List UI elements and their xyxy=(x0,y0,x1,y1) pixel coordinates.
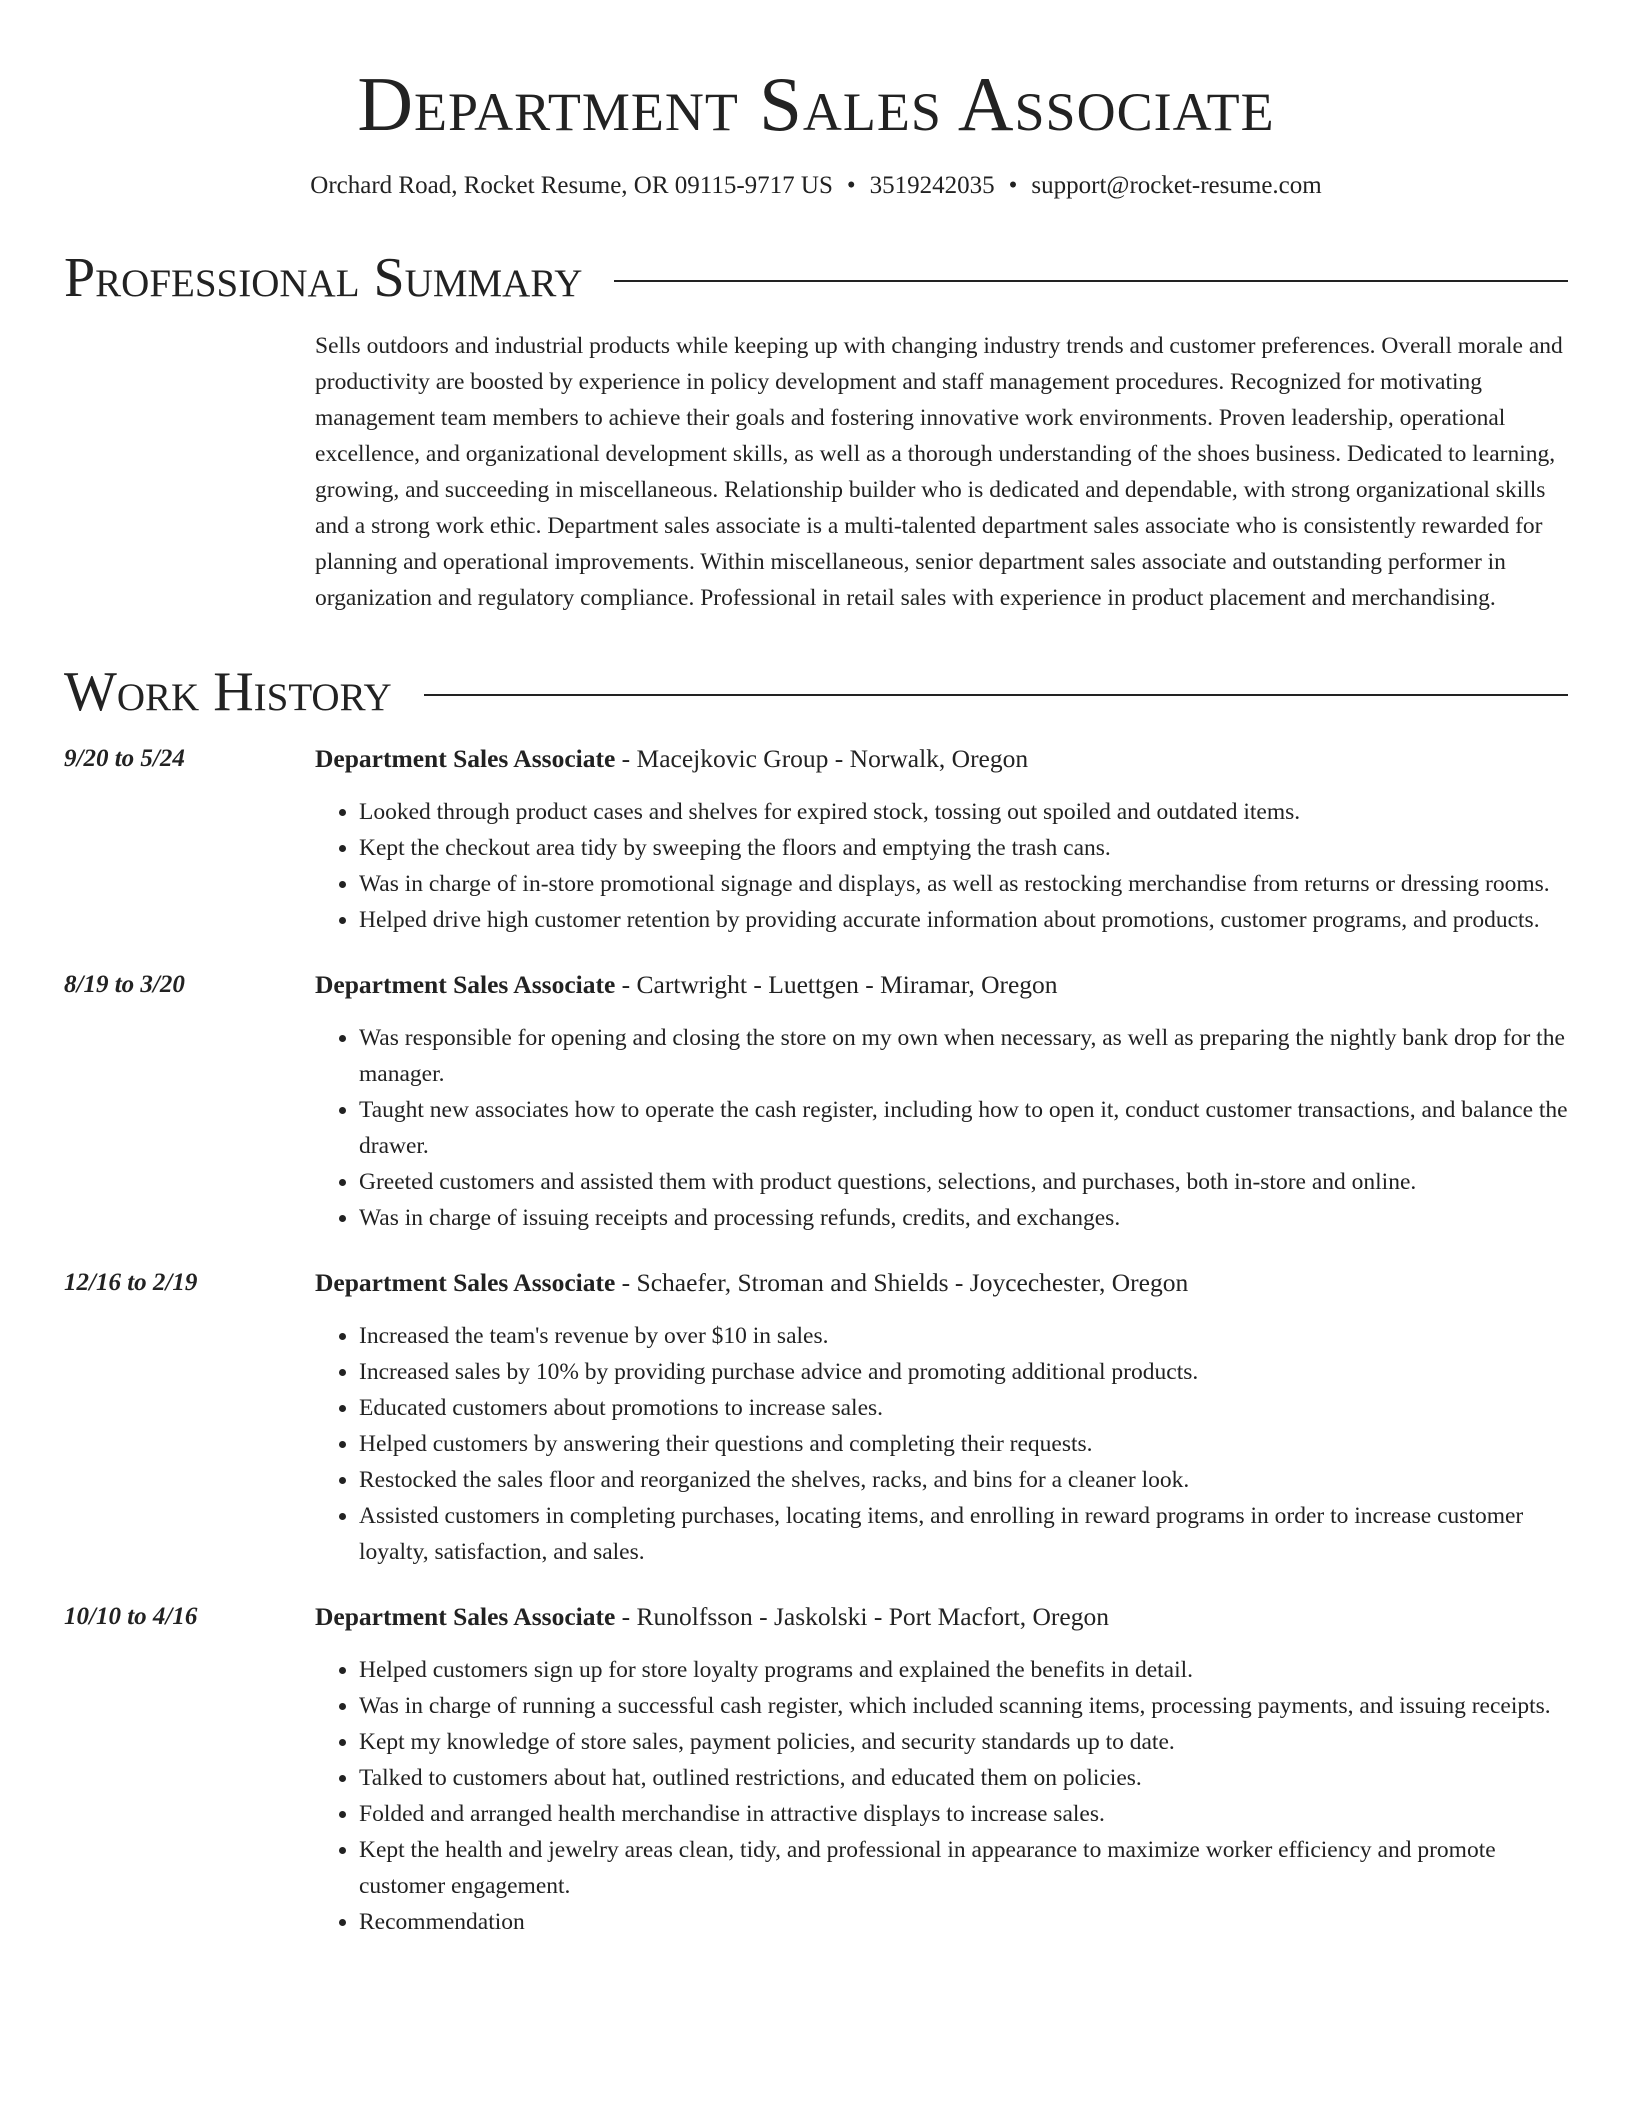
job-bullets xyxy=(315,794,1568,938)
bullet-item: • Assisted customers in completing purchases, locating items, and enrolling in reward programs in order to increase customer loyalty, satisfaction, and sales. xyxy=(359,1498,1568,1570)
section-heading-summary: Professional Summary xyxy=(64,247,583,309)
job-heading xyxy=(315,742,1568,776)
job-dates: 8/19 to 3/20 xyxy=(64,971,185,998)
bullet-item: • Increased sales by 10% by providing purchase advice and promoting additional products. xyxy=(359,1354,1568,1390)
job-role: Department Sales Associate xyxy=(315,1268,616,1297)
contact-separator: • xyxy=(1008,172,1018,199)
contact-phone: 3519242035 xyxy=(869,172,995,199)
job-dates: 10/10 to 4/16 xyxy=(64,1603,198,1630)
job-role: Department Sales Associate xyxy=(315,970,616,999)
bullet-item: • Helped customers sign up for store loyalty programs and explained the benefits in detail. xyxy=(359,1652,1568,1688)
bullet-item: • Kept the checkout area tidy by sweeping the floors and emptying the trash cans. xyxy=(359,830,1568,866)
job-entry xyxy=(64,968,1568,1236)
job-body xyxy=(315,968,1568,1236)
bullet-item: • Was in charge of in-store promotional signage and displays, as well as restocking merchandise from returns or dressing rooms. xyxy=(359,866,1568,902)
resume-title: Department Sales Associate xyxy=(357,61,1275,147)
work-history-list xyxy=(64,742,1568,1940)
job-entry xyxy=(64,1600,1568,1940)
contact-separator: • xyxy=(846,172,856,199)
job-details: - Macejkovic Group - Norwalk, Oregon xyxy=(615,744,1029,773)
section-divider xyxy=(614,280,1568,282)
bullet-item: • Taught new associates how to operate the cash register, including how to open it, conduct customer transactions, and balance the drawer. xyxy=(359,1092,1568,1164)
job-body xyxy=(315,1600,1568,1940)
professional-summary-header xyxy=(64,246,1568,310)
job-bullets xyxy=(315,1318,1568,1570)
job-details: - Cartwright - Luettgen - Miramar, Oregon xyxy=(615,970,1058,999)
job-details: - Schaefer, Stroman and Shields - Joycechester, Oregon xyxy=(615,1268,1189,1297)
bullet-item: • Was responsible for opening and closing the store on my own when necessary, as well as preparing the nightly bank drop for the manager. xyxy=(359,1020,1568,1092)
bullet-item: • Restocked the sales floor and reorganized the shelves, racks, and bins for a cleaner look. xyxy=(359,1462,1568,1498)
work-history-header xyxy=(64,660,1568,724)
job-body xyxy=(315,742,1568,938)
bullet-item: • Increased the team's revenue by over $10 in sales. xyxy=(359,1318,1568,1354)
job-bullets xyxy=(315,1020,1568,1236)
bullet-item: • Kept my knowledge of store sales, payment policies, and security standards up to date. xyxy=(359,1724,1568,1760)
bullet-item: • Looked through product cases and shelves for expired stock, tossing out spoiled and outdated items. xyxy=(359,794,1568,830)
job-details: - Runolfsson - Jaskolski - Port Macfort, Oregon xyxy=(615,1602,1109,1631)
job-entry xyxy=(64,742,1568,938)
job-body xyxy=(315,1266,1568,1570)
contact-email: support@rocket-resume.com xyxy=(1031,172,1322,199)
bullet-item: • Was in charge of issuing receipts and processing refunds, credits, and exchanges. xyxy=(359,1200,1568,1236)
bullet-item: • Folded and arranged health merchandise in attractive displays to increase sales. xyxy=(359,1796,1568,1832)
bullet-item: • Kept the health and jewelry areas clean, tidy, and professional in appearance to maximize worker efficiency and promote customer engagement. xyxy=(359,1832,1568,1904)
job-dates: 12/16 to 2/19 xyxy=(64,1269,198,1296)
contact-line xyxy=(64,170,1568,202)
bullet-item: • Recommendation xyxy=(359,1904,1568,1940)
job-bullets xyxy=(315,1652,1568,1940)
bullet-item: • Helped drive high customer retention by providing accurate information about promotions, customer programs, and products. xyxy=(359,902,1568,938)
bullet-item: • Educated customers about promotions to increase sales. xyxy=(359,1390,1568,1426)
job-heading xyxy=(315,1600,1568,1634)
job-dates: 9/20 to 5/24 xyxy=(64,745,185,772)
job-role: Department Sales Associate xyxy=(315,744,616,773)
job-role: Department Sales Associate xyxy=(315,1602,616,1631)
contact-address: Orchard Road, Rocket Resume, OR 09115-9717 US xyxy=(310,172,833,199)
summary-text: Sells outdoors and industrial products while keeping up with changing industry trends and customer preferences. Overall morale and productivity are boosted by experience in policy development and staff management procedures. Recognized for motivating management team members to achieve their goals and fostering innovative work environments. Proven leadership, operational excellence, and organizational development skills, as well as a thorough understanding of the shoes business. Dedicated to learning, growing, and succeeding in miscellaneous. Relationship builder who is dedicated and dependable, with strong organizational skills and a strong work ethic. Department sales associate is a multi-talented department sales associate who is consistently rewarded for planning and operational improvements. Within miscellaneous, senior department sales associate and outstanding performer in organization and regulatory compliance. Professional in retail sales with experience in product placement and merchandising. xyxy=(315,333,1563,611)
section-heading-work-history: Work History xyxy=(64,661,392,723)
bullet-item: • Greeted customers and assisted them with product questions, selections, and purchases, both in-store and online. xyxy=(359,1164,1568,1200)
section-divider xyxy=(424,694,1568,696)
job-heading xyxy=(315,968,1568,1002)
bullet-item: • Was in charge of running a successful cash register, which included scanning items, processing payments, and issuing receipts. xyxy=(359,1688,1568,1724)
job-heading xyxy=(315,1266,1568,1300)
job-entry xyxy=(64,1266,1568,1570)
bullet-item: • Helped customers by answering their questions and completing their requests. xyxy=(359,1426,1568,1462)
bullet-item: • Talked to customers about hat, outlined restrictions, and educated them on policies. xyxy=(359,1760,1568,1796)
